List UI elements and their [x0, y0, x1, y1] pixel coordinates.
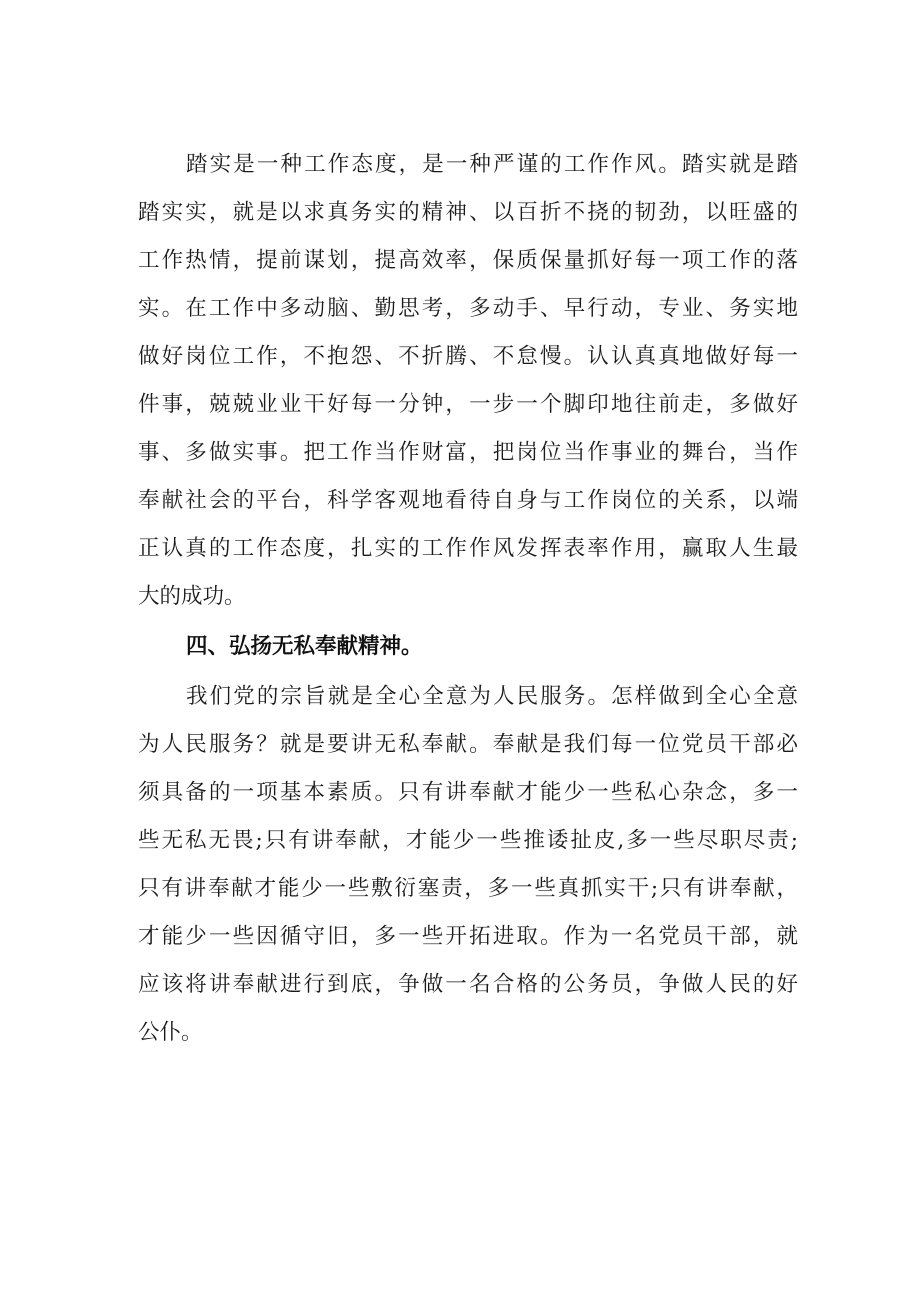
document-body: [138, 141, 798, 1057]
text-line: 须具备的一项基本素质。只有讲奉献才能少一些私心杂念，多一: [138, 780, 798, 805]
paragraph-2: [138, 673, 798, 1057]
text-line: 奉献社会的平台，科学客观地看待自身与工作岗位的关系，以端: [138, 488, 798, 513]
text-line: 件事，兢兢业业干好每一分钟，一步一个脚印地往前走，多做好: [138, 392, 798, 417]
section-heading: 四、弘扬无私奉献精神。: [186, 634, 423, 659]
text-line: 才能少一些因循守旧，多一些开拓进取。作为一名党员干部，就: [138, 924, 798, 949]
text-line: 只有讲奉献才能少一些敷衍塞责，多一些真抓实干;只有讲奉献，: [138, 876, 798, 901]
text-line: 我们党的宗旨就是全心全意为人民服务。怎样做到全心全意: [186, 684, 798, 709]
text-line: 大的成功。: [138, 584, 246, 609]
text-line: 工作热情，提前谋划，提高效率，保质保量抓好每一项工作的落: [138, 248, 798, 273]
text-line: 应该将讲奉献进行到底，争做一名合格的公务员，争做人民的好: [138, 972, 798, 997]
text-line: 事、多做实事。把工作当作财富，把岗位当作事业的舞台，当作: [138, 440, 798, 465]
text-line: 为人民服务？就是要讲无私奉献。奉献是我们每一位党员干部必: [138, 732, 798, 757]
paragraph-1: [138, 141, 798, 621]
text-line: 踏实是一种工作态度，是一种严谨的工作作风。踏实就是踏: [186, 152, 798, 177]
text-line: 些无私无畏;只有讲奉献，才能少一些推诿扯皮,多一些尽职尽责;: [138, 828, 798, 853]
text-line: 做好岗位工作，不抱怨、不折腾、不怠慢。认认真真地做好每一: [138, 344, 798, 369]
text-line: 实。在工作中多动脑、勤思考，多动手、早行动，专业、务实地: [138, 296, 798, 321]
text-line: 踏实实，就是以求真务实的精神、以百折不挠的韧劲，以旺盛的: [138, 200, 798, 225]
text-line: 正认真的工作态度，扎实的工作作风发挥表率作用，赢取人生最: [138, 536, 798, 561]
text-line: 公仆。: [138, 1020, 203, 1045]
